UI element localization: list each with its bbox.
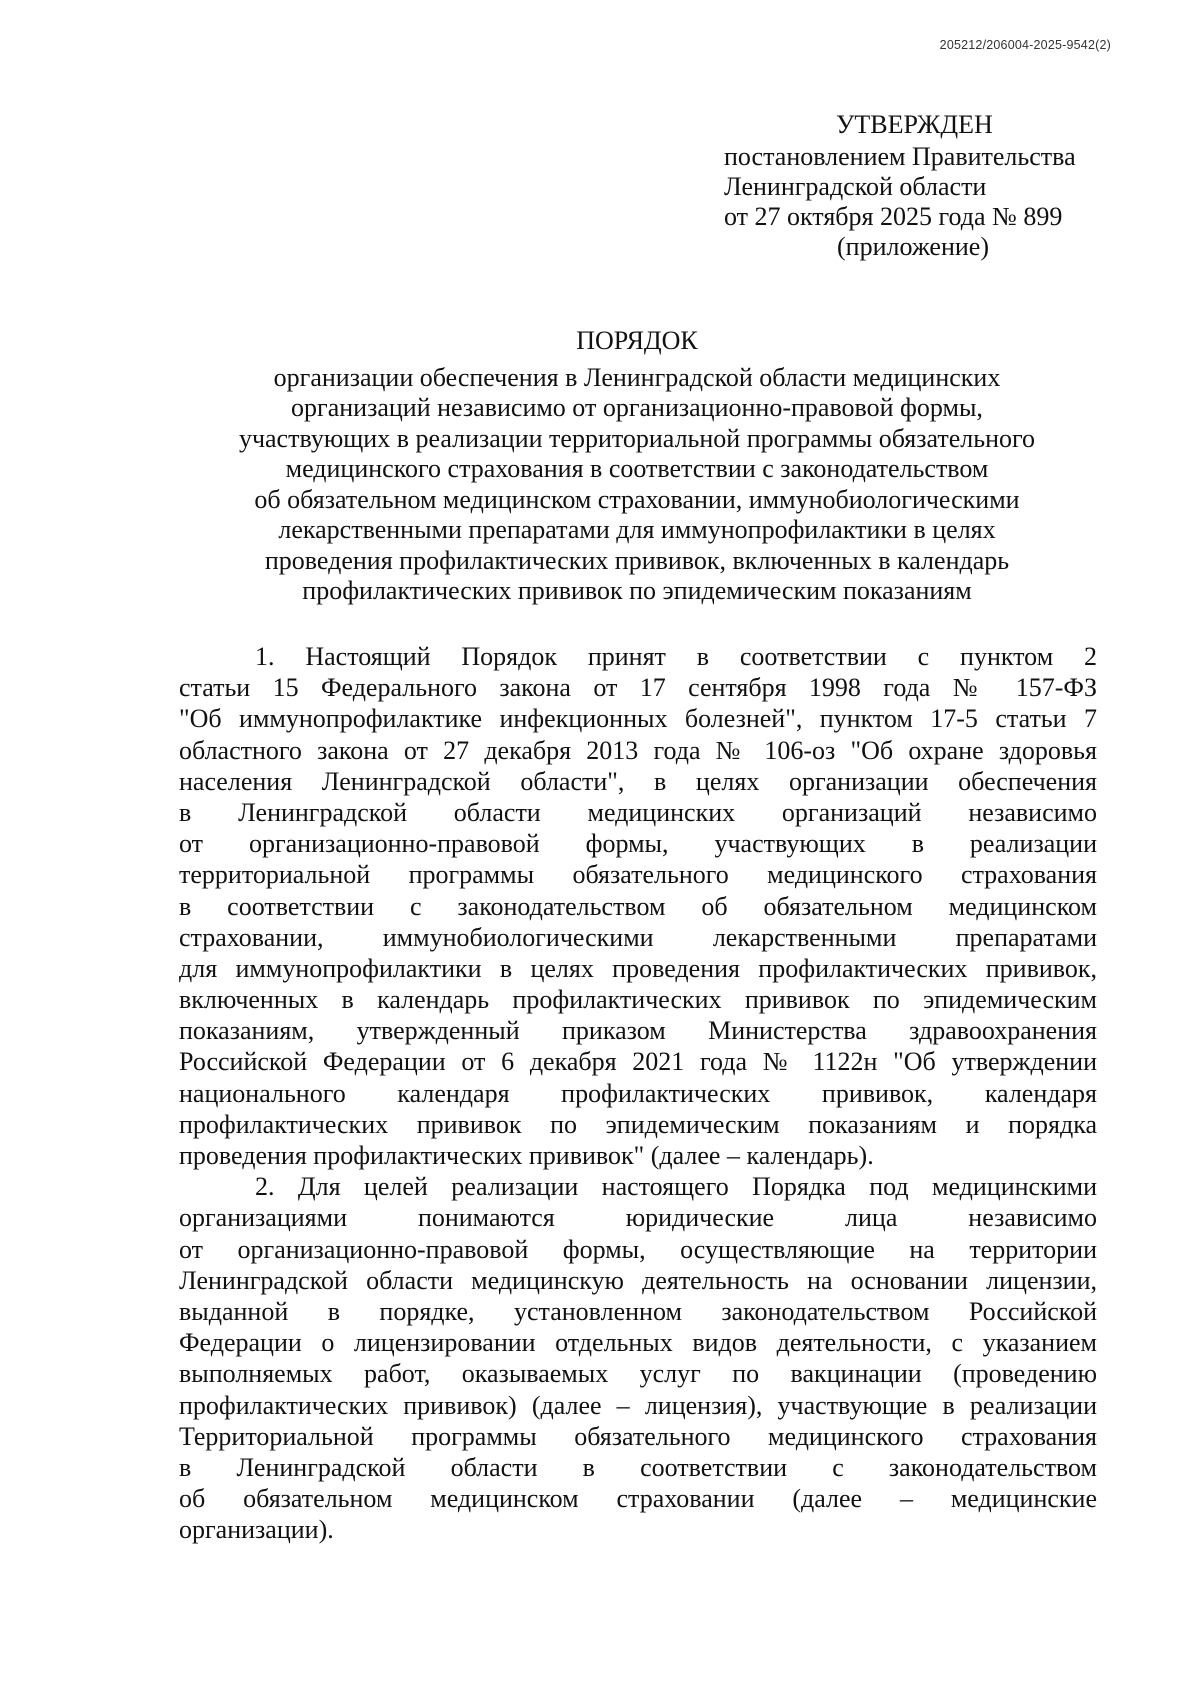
body-line: об обязательном медицинском страховании (далее – медицинские	[179, 1484, 1097, 1514]
document-subtitle-line: об обязательном медицинском страховании, иммунобиологическими	[254, 484, 1020, 514]
body-line: для иммунопрофилактики в целях проведения профилактических прививок,	[179, 953, 1097, 983]
document-subtitle-line: медицинского страхования в соответствии с законодательством	[285, 454, 989, 483]
approval-note: (приложение)	[837, 232, 990, 261]
document-body	[179, 641, 1097, 1545]
document-subtitle-line: организаций независимо от организационно-правовой формы,	[291, 393, 983, 422]
document-subtitle-line: проведения профилактических прививок, включенных в календарь	[264, 545, 1010, 575]
document-subtitle-line: лекарственными препаратами для иммунопрофилактики в целях	[278, 515, 996, 544]
body-line: 2. Для целей реализации настоящего Порядка под медицинскими	[255, 1172, 1097, 1202]
document-title: ПОРЯДОК	[576, 326, 698, 355]
body-line: выполняемых работ, оказываемых услуг по вакцинации (проведению	[179, 1359, 1097, 1389]
body-line: организациями понимаются юридические лица независимо	[179, 1203, 1097, 1233]
body-line: профилактических прививок по эпидемическим показаниям и порядка	[179, 1109, 1097, 1139]
body-line: статьи 15 Федерального закона от 17 сентября 1998 года № 157-ФЗ	[179, 673, 1097, 703]
document-heading	[172, 326, 1102, 607]
body-line: организации).	[179, 1515, 334, 1545]
body-line: областного закона от 27 декабря 2013 года № 106-оз "Об охране здоровья	[179, 735, 1097, 765]
document-subtitle-line: организации обеспечения в Ленинградской области медицинских	[273, 362, 1001, 392]
body-line: проведения профилактических прививок" (далее – календарь).	[179, 1141, 874, 1170]
body-line: профилактических прививок) (далее – лицензия), участвующие в реализации	[179, 1390, 1097, 1420]
approval-line: от 27 октября 2025 года № 899	[724, 202, 1063, 231]
body-line: 1. Настоящий Порядок принят в соответствии с пунктом 2	[255, 642, 1097, 671]
document-number: 205212/206004-2025-9542(2)	[939, 38, 1111, 52]
body-line: Российской Федерации от 6 декабря 2021 года № 1122н "Об утверждении	[179, 1047, 1097, 1077]
body-line: в Ленинградской области медицинских организаций независимо	[179, 797, 1097, 827]
body-line: страховании, иммунобиологическими лекарственными препаратами	[179, 922, 1097, 952]
body-line: населения Ленинградской области", в целях организации обеспечения	[179, 766, 1097, 796]
document-subtitle-line: участвующих в реализации территориальной программы обязательного	[238, 423, 1036, 453]
approval-line: постановлением Правительства	[724, 142, 1076, 171]
body-line: в соответствии с законодательством об обязательном медицинском	[179, 891, 1097, 921]
body-line: национального календаря профилактических прививок, календаря	[179, 1078, 1097, 1108]
body-line: в Ленинградской области в соответствии с законодательством	[179, 1452, 1097, 1482]
paragraph-2	[179, 1171, 1097, 1545]
paragraph-1	[179, 641, 1097, 1171]
body-line: от организационно-правовой формы, участвующих в реализации	[179, 829, 1097, 859]
body-line: выданной в порядке, установленном законодательством Российской	[179, 1296, 1097, 1326]
body-line: от организационно-правовой формы, осуществляющие на территории	[179, 1234, 1097, 1264]
body-line: "Об иммунопрофилактике инфекционных болезней", пунктом 17-5 статьи 7	[179, 704, 1097, 734]
document-subtitle-line: профилактических прививок по эпидемическим показаниям	[302, 576, 972, 605]
approval-block	[724, 110, 1124, 262]
body-line: Федерации о лицензировании отдельных видов деятельности, с указанием	[179, 1328, 1097, 1358]
approval-title: УТВЕРЖДЕН	[836, 110, 993, 139]
body-line: показаниям, утвержденный приказом Министерства здравоохранения	[179, 1016, 1097, 1046]
body-line: Территориальной программы обязательного медицинского страхования	[179, 1421, 1097, 1451]
body-line: территориальной программы обязательного медицинского страхования	[179, 860, 1097, 890]
body-line: включенных в календарь профилактических прививок по эпидемическим	[179, 985, 1097, 1015]
body-line: Ленинградской области медицинскую деятельность на основании лицензии,	[179, 1265, 1097, 1295]
approval-line: Ленинградской области	[724, 172, 987, 201]
